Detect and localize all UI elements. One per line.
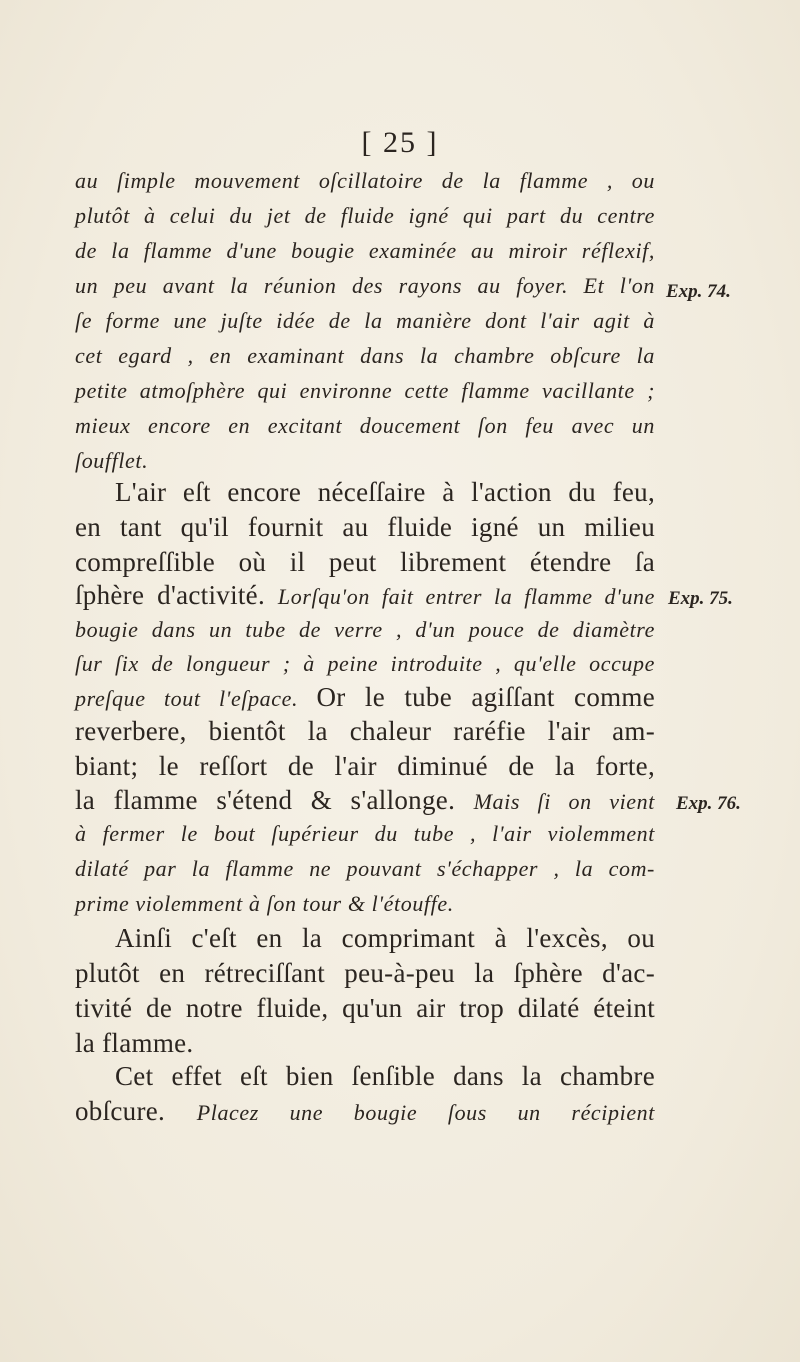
roman-text-segment: ſphère d'activité. xyxy=(75,580,278,610)
text-line xyxy=(75,1061,655,1092)
italic-text-segment: bougie dans un tube de verre , d'un pouce de diamètre xyxy=(75,617,655,642)
text-line xyxy=(75,993,655,1024)
text-line xyxy=(75,168,655,194)
italic-text-segment: ſe forme une juſte idée de la manière dont l'air agit à xyxy=(75,308,655,333)
text-line xyxy=(75,512,655,543)
roman-text-segment: reverbere, bientôt la chaleur raréfie l'air am- xyxy=(75,716,655,746)
roman-text-segment: Cet effet eſt bien ſenſible dans la chambre xyxy=(115,1061,655,1091)
italic-text-segment: Mais ſi on vient xyxy=(473,789,655,814)
text-line xyxy=(75,378,655,404)
roman-text-segment: obſcure. xyxy=(75,1096,197,1126)
roman-text-segment: Or le tube agiſſant comme xyxy=(316,682,656,712)
text-line xyxy=(75,958,655,989)
italic-text-segment: de la flamme d'une bougie examinée au miroir réflexif, xyxy=(75,238,655,263)
text-line xyxy=(75,477,655,508)
italic-text-segment: petite atmoſphère qui environne cette flamme vacillante ; xyxy=(75,378,655,403)
roman-text-segment: biant; le reſſort de l'air diminué de la forte, xyxy=(75,751,655,781)
text-line xyxy=(75,448,655,474)
italic-text-segment: plutôt à celui du jet de fluide igné qui part du centre xyxy=(75,203,655,228)
italic-text-segment: mieux encore en excitant doucement ſon feu avec un xyxy=(75,413,655,438)
italic-text-segment: à fermer le bout ſupérieur du tube , l'air violemment xyxy=(75,821,655,846)
text-line xyxy=(75,785,655,816)
text-line xyxy=(75,891,655,917)
text-line xyxy=(75,617,655,643)
margin-note-experiment: Exp. 74. xyxy=(666,281,731,302)
italic-text-segment: dilaté par la flamme ne pouvant s'échapper , la com- xyxy=(75,856,655,881)
page-number-header: [ 25 ] xyxy=(361,126,439,159)
text-line xyxy=(75,716,655,747)
roman-text-segment: Ainſi c'eſt en la comprimant à l'excès, ou xyxy=(115,923,655,953)
italic-text-segment: un peu avant la réunion des rayons au foyer. Et l'on xyxy=(75,273,655,298)
roman-text-segment: en tant qu'il fournit au fluide igné un milieu xyxy=(75,512,655,542)
text-line xyxy=(75,343,655,369)
text-line xyxy=(75,273,655,299)
italic-text-segment: ſur ſix de longueur ; à peine introduite , qu'elle occupe xyxy=(75,651,655,676)
text-line xyxy=(75,413,655,439)
text-line xyxy=(75,1028,655,1059)
text-line xyxy=(75,651,655,677)
text-line xyxy=(75,856,655,882)
margin-note-experiment: Exp. 75. xyxy=(668,588,733,609)
text-line xyxy=(75,1096,655,1127)
roman-text-segment: plutôt en rétreciſſant peu-à-peu la ſphère d'ac- xyxy=(75,958,655,988)
text-line xyxy=(75,682,655,713)
roman-text-segment: L'air eſt encore néceſſaire à l'action du feu, xyxy=(115,477,655,507)
text-line xyxy=(75,580,655,611)
italic-text-segment: prime violemment à ſon tour & l'étouffe. xyxy=(75,891,454,916)
text-line xyxy=(75,923,655,954)
italic-text-segment: Lorſqu'on fait entrer la flamme d'une xyxy=(277,584,656,609)
text-line xyxy=(75,751,655,782)
italic-text-segment: preſque tout l'eſpace. xyxy=(75,686,317,711)
roman-text-segment: la flamme. xyxy=(75,1028,194,1058)
roman-text-segment: tivité de notre fluide, qu'un air trop dilaté éteint xyxy=(75,993,655,1023)
margin-note-experiment: Exp. 76. xyxy=(676,793,741,814)
text-line xyxy=(75,821,655,847)
text-line xyxy=(75,308,655,334)
text-line xyxy=(75,238,655,264)
italic-text-segment: cet egard , en examinant dans la chambre obſcure la xyxy=(75,343,655,368)
italic-text-segment: Placez une bougie ſous un récipient xyxy=(196,1100,655,1125)
text-line xyxy=(75,203,655,229)
roman-text-segment: la flamme s'étend & s'allonge. xyxy=(75,785,474,815)
text-line xyxy=(75,547,655,578)
italic-text-segment: au ſimple mouvement oſcillatoire de la flamme , ou xyxy=(75,168,655,193)
roman-text-segment: compreſſible où il peut librement étendre ſa xyxy=(75,547,655,577)
italic-text-segment: ſoufflet. xyxy=(75,448,149,473)
